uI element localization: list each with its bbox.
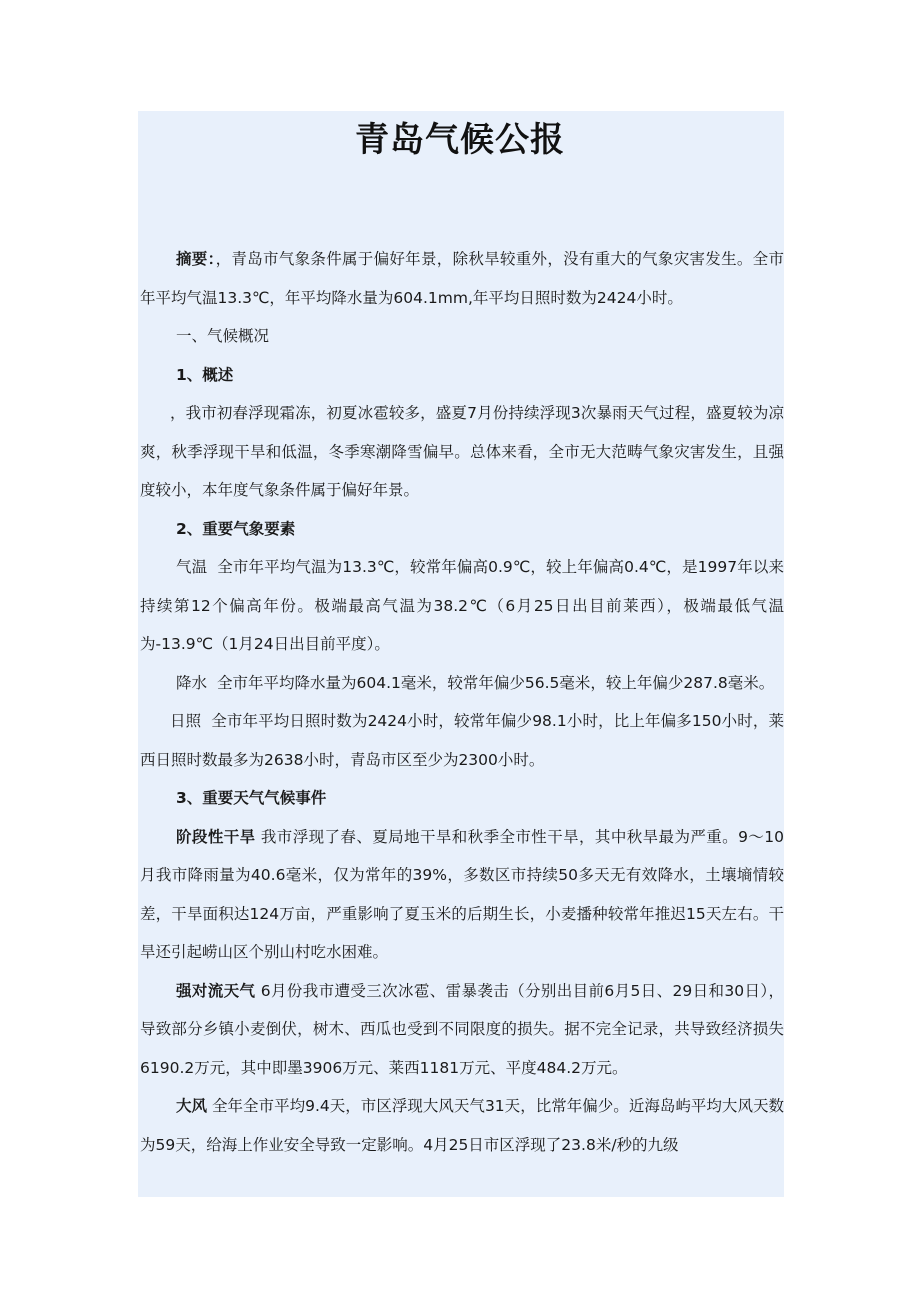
subsection-heading-overview: 1、概述	[176, 365, 234, 384]
wind-paragraph	[140, 1087, 784, 1164]
convection-label: 强对流天气	[176, 981, 256, 1000]
subsection-heading-events: 3、重要天气气候事件	[176, 789, 327, 807]
section-heading: 一、气候概况	[176, 327, 270, 345]
precipitation-text: 全市年平均降水量为604.1毫米，较常年偏少56.5毫米，较上年偏少287.8毫米。	[217, 673, 775, 692]
wind-text: 全年全市平均9.4天，市区浮现大风天气31天，比常年偏少。近海岛屿平均大风天数为59天，给海上作业安全导致一定影响。4月25日市区浮现了23.8米/秒的九级	[140, 1097, 784, 1154]
wind-label: 大风	[176, 1097, 208, 1115]
document-body	[140, 240, 784, 1164]
subsection-heading-elements: 2、重要气象要素	[176, 519, 296, 538]
convection-paragraph	[140, 972, 784, 1088]
convection-text: 6月份我市遭受三次冰雹、雷暴袭击（分别出目前6月5日、29日和30日），导致部分乡镇小麦倒伏，树木、西瓜也受到不同限度的损失。据不完全记录，共导致经济损失6190.2万元，其中即墨3906万元、莱西1181万元、平度484.2万元。	[140, 981, 784, 1077]
document-title: 青岛气候公报	[355, 120, 565, 160]
sunshine-label: 日照	[170, 712, 202, 730]
overview-paragraph: ，我市初春浮现霜冻，初夏冰雹较多，盛夏7月份持续浮现3次暴雨天气过程，盛夏较为凉爽，秋季浮现干旱和低温，冬季寒潮降雪偏早。总体来看，全市无大范畴气象灾害发生，且强度较小，本年度气象条件属于偏好年景。	[140, 404, 784, 499]
sunshine-paragraph	[140, 702, 784, 779]
drought-text: 我市浮现了春、夏局地干旱和秋季全市性干旱，其中秋旱最为严重。9～10月我市降雨量为40.6毫米，仅为常年的39%，多数区市持续50多天无有效降水，土壤墒情较差，干旱面积达124万亩，严重影响了夏玉米的后期生长，小麦播种较常年推迟15天左右。干旱还引起崂山区个别山村吃水困难。	[140, 827, 784, 961]
summary-label: 摘要：	[176, 250, 216, 268]
sunshine-text: 全市年平均日照时数为2424小时，较常年偏少98.1小时，比上年偏多150小时，莱西日照时数最多为2638小时，青岛市区至少为2300小时。	[140, 712, 784, 769]
temperature-label: 气温	[176, 558, 208, 576]
precipitation-label: 降水	[176, 673, 208, 692]
temperature-text: 全市年平均气温为13.3℃，较常年偏高0.9℃，较上年偏高0.4℃，是1997年以来持续第12个偏高年份。极端最高气温为38.2℃（6月25日出目前莱西），极端最低气温为-13.9℃（1月24日出目前平度）。	[140, 558, 784, 653]
drought-label: 阶段性干旱	[176, 827, 256, 846]
precipitation-paragraph	[140, 664, 784, 703]
summary-text: ，青岛市气象条件属于偏好年景，除秋旱较重外，没有重大的气象灾害发生。全市年平均气温13.3℃，年平均降水量为604.1mm,年平均日照时数为2424小时。	[140, 250, 784, 307]
temperature-paragraph	[140, 548, 784, 664]
summary-paragraph	[140, 240, 784, 317]
drought-paragraph	[140, 818, 784, 972]
